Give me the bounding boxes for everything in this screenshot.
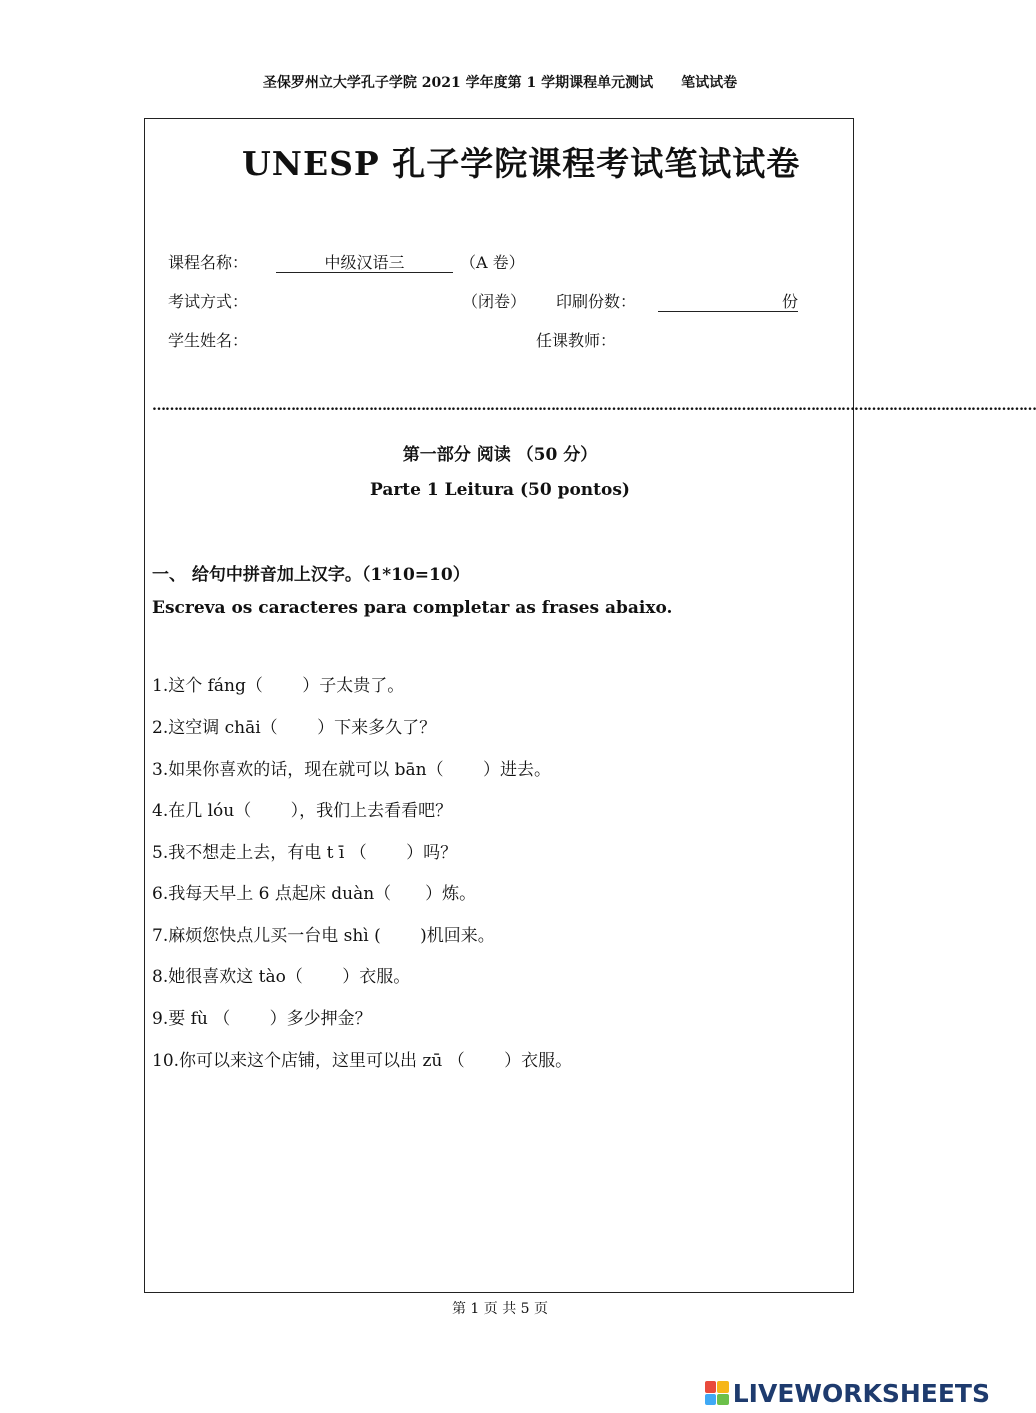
liveworksheets-logo-icon [705,1381,729,1405]
section-title-pt: Parte 1 Leitura (50 pontos) [370,480,630,500]
teacher-label: 任课教师： [536,331,617,350]
question-item-8: 8.她很喜欢这 tào（ ）衣服。 [152,967,411,987]
logo-square-green [717,1394,729,1406]
question-item-2: 2.这空调 chāi（ ）下来多久了？ [152,718,437,738]
print-copies-unit: 份 [782,292,799,311]
question-title-cn: 一、 给句中拼音加上汉字。（1*10=10） [152,565,470,585]
watermark-text: LIVEWORKSHEETS [732,1378,990,1408]
student-name-label: 学生姓名： [168,331,249,350]
course-label: 课程名称： [168,253,249,272]
question-item-5: 5.我不想走上去，有电 t ī （ ）吗？ [152,843,458,863]
question-item-7: 7.麻烦您快点儿买一台电 shì ( )机回来。 [152,926,495,946]
question-item-4: 4.在几 lóu（ ），我们上去看看吧？ [152,801,453,821]
exam-mode-value: （闭卷） [462,292,527,311]
paper-type: （A 卷） [460,253,525,272]
question-item-6: 6.我每天早上 6 点起床 duàn（ ）炼。 [152,884,477,904]
question-item-9: 9.要 fù （ ）多少押金？ [152,1009,372,1029]
logo-square-blue [705,1394,717,1406]
question-title-pt: Escreva os caracteres para completar as frases abaixo. [152,598,673,618]
question-item-3: 3.如果你喜欢的话，现在就可以 bān（ ）进去。 [152,760,551,780]
question-item-1: 1.这个 fáng（ ）子太贵了。 [152,676,405,696]
logo-square-red [705,1381,717,1393]
question-item-10: 10.你可以来这个店铺，这里可以出 zū （ ）衣服。 [152,1051,573,1071]
print-copies-label: 印刷份数： [556,292,637,311]
exam-title: UNESP 孔子学院课程考试笔试试卷 [242,144,801,183]
print-copies-underline [658,289,798,312]
logo-square-yellow [717,1381,729,1393]
page-footer: 第 1 页 共 5 页 [451,1301,549,1317]
exam-mode-label: 考试方式： [168,292,249,311]
liveworksheets-watermark [705,1378,990,1408]
course-value: 中级汉语三 [324,253,405,272]
dotted-separator: …………………………………………………………………………………………………………………………………………………………………………………… [152,398,1036,414]
section-title-cn: 第一部分 阅读 （50 分） [402,445,598,465]
page-header: 圣保罗州立大学孔子学院 2021 学年度第 1 学期课程单元测试 笔试试卷 [262,75,738,91]
